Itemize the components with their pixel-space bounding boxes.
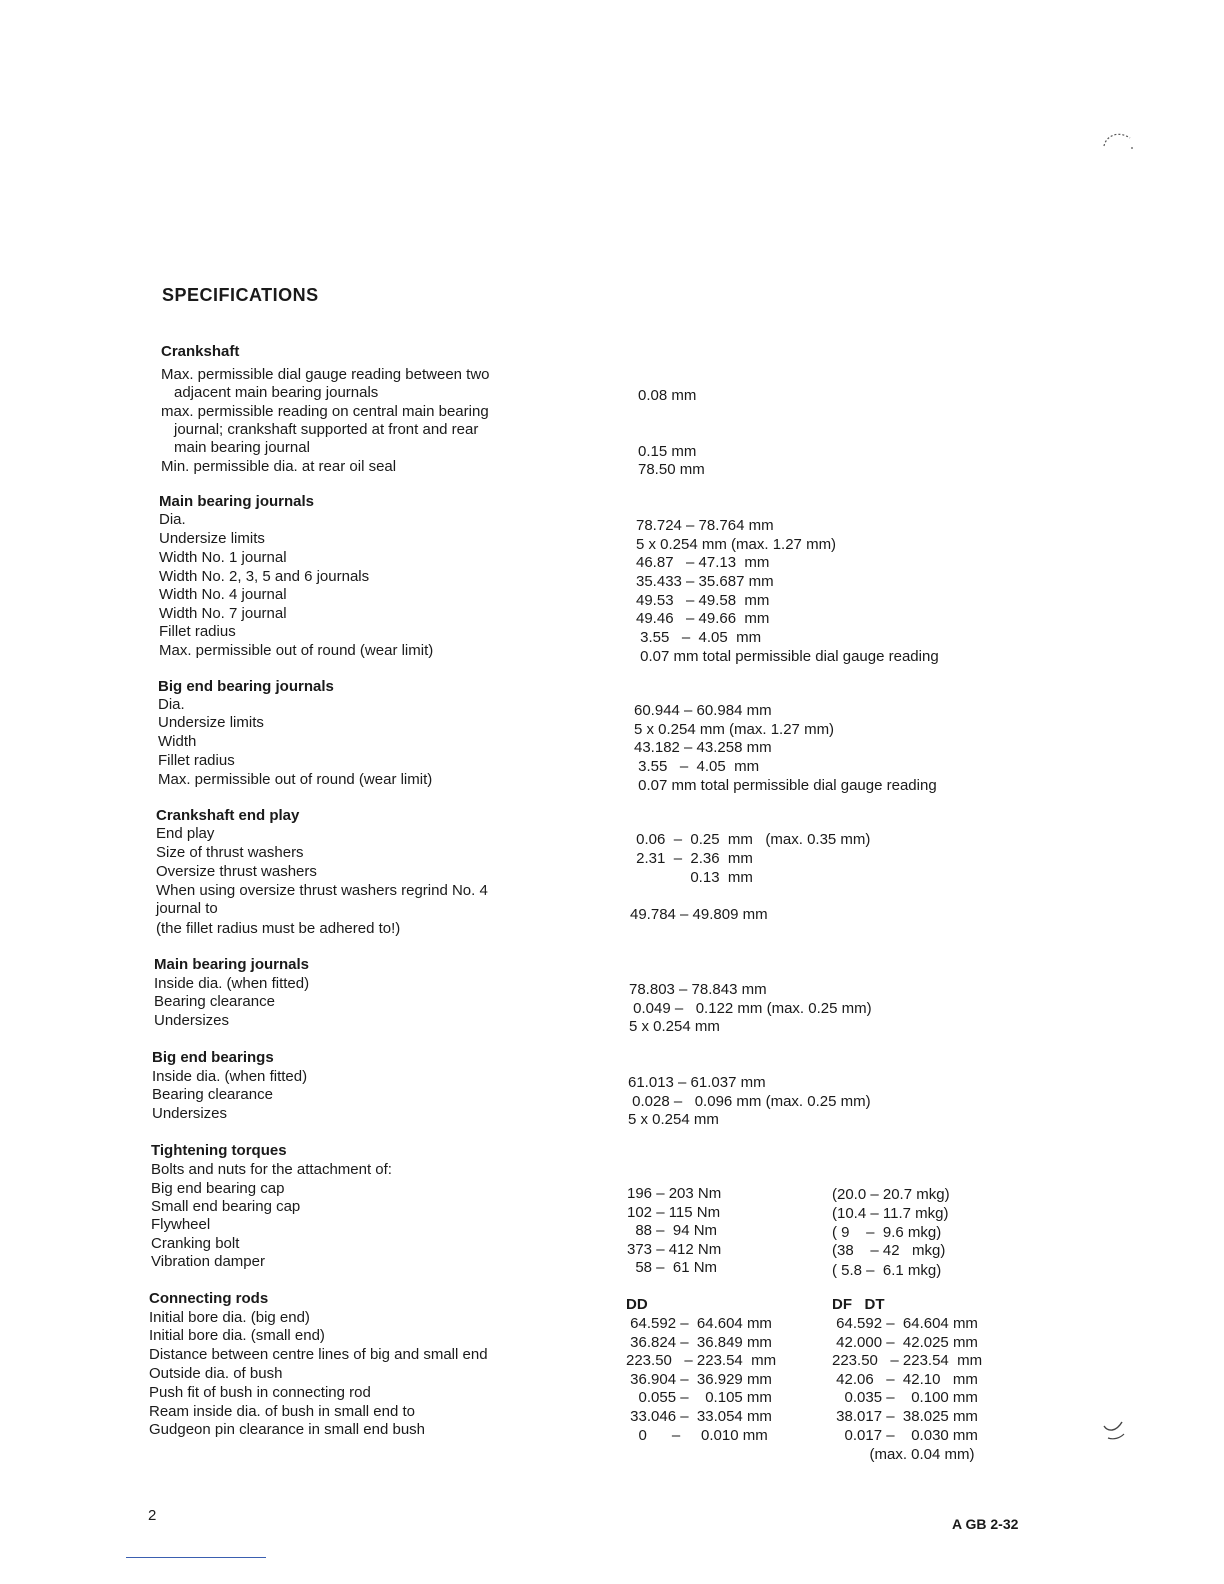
torque-value-nm: 196 – 203 Nm	[627, 1185, 722, 1202]
spec-label: Bearing clearance	[152, 1086, 273, 1103]
spec-label: Outside dia. of bush	[149, 1365, 283, 1382]
conrod-value-df-dt: 64.592 – 64.604 mm	[832, 1315, 978, 1332]
spec-label: Initial bore dia. (big end)	[149, 1309, 310, 1326]
section-heading-tightening-torques: Tightening torques	[151, 1142, 287, 1159]
conrod-value-dd: 0 – 0.010 mm	[626, 1427, 768, 1444]
spec-label: Inside dia. (when fitted)	[154, 975, 310, 992]
torque-value-nm: 88 – 94 Nm	[627, 1222, 718, 1239]
spec-label: Undersize limits	[158, 714, 264, 731]
spec-label: Oversize thrust washers	[156, 863, 317, 880]
spec-label: Fillet radius	[158, 752, 235, 769]
spec-label: Max. permissible out of round (wear limit)	[159, 642, 434, 659]
conrod-value-dd: 0.055 – 0.105 mm	[626, 1389, 772, 1406]
spec-value: 0.049 – 0.122 mm (max. 0.25 mm)	[629, 1000, 872, 1017]
column-header-dd: DD	[626, 1296, 648, 1313]
spec-value: 78.724 – 78.764 mm	[636, 517, 774, 534]
spec-value: 60.944 – 60.984 mm	[634, 702, 772, 719]
conrod-value-df-dt: 0.017 – 0.030 mm	[832, 1427, 978, 1444]
torque-value-nm: 373 – 412 Nm	[627, 1241, 722, 1258]
spec-value: 0.06 – 0.25 mm (max. 0.35 mm)	[632, 831, 871, 848]
spec-value: 61.013 – 61.037 mm	[628, 1074, 766, 1091]
spec-label: Width No. 7 journal	[159, 605, 287, 622]
conrod-value-dd: 36.824 – 36.849 mm	[626, 1334, 772, 1351]
spec-label: Max. permissible out of round (wear limit)	[158, 771, 433, 788]
spec-label: Gudgeon pin clearance in small end bush	[149, 1421, 426, 1438]
section-heading-main-bearing-journals-2: Main bearing journals	[154, 956, 310, 973]
spec-label: Inside dia. (when fitted)	[152, 1068, 308, 1085]
conrod-value-df-dt-max: (max. 0.04 mm)	[832, 1446, 975, 1463]
spec-value: 5 x 0.254 mm	[628, 1111, 719, 1128]
spec-label: Width	[158, 733, 197, 750]
scan-edge-line	[126, 1557, 266, 1558]
conrod-value-df-dt: 0.035 – 0.100 mm	[832, 1389, 978, 1406]
conrod-value-dd: 223.50 – 223.54 mm	[626, 1352, 777, 1369]
section-heading-big-end-bearings: Big end bearings	[152, 1049, 274, 1066]
spec-value: 5 x 0.254 mm	[629, 1018, 720, 1035]
column-header-df-dt: DF DT	[832, 1296, 885, 1313]
document-code: A GB 2-32	[952, 1516, 1019, 1532]
spec-label: Initial bore dia. (small end)	[149, 1327, 325, 1344]
spec-value: 0.028 – 0.096 mm (max. 0.25 mm)	[628, 1093, 871, 1110]
torque-value-mkg: (20.0 – 20.7 mkg)	[832, 1186, 950, 1203]
spec-value: 0.15 mm	[638, 443, 697, 460]
section-heading-crankshaft: Crankshaft	[161, 343, 240, 360]
spec-label: Undersizes	[154, 1012, 230, 1029]
page-title: SPECIFICATIONS	[162, 285, 319, 305]
spec-value: 46.87 – 47.13 mm	[636, 554, 770, 571]
spec-label: Big end bearing cap	[151, 1180, 285, 1197]
spec-value: 35.433 – 35.687 mm	[636, 573, 774, 590]
spec-label: Dia.	[158, 696, 185, 713]
spec-value: 49.46 – 49.66 mm	[636, 610, 770, 627]
spec-value: 0.07 mm total permissible dial gauge reading	[636, 648, 939, 665]
spec-label: main bearing journal	[174, 439, 310, 456]
conrod-value-df-dt: 223.50 – 223.54 mm	[832, 1352, 983, 1369]
torque-value-mkg: ( 9 – 9.6 mkg)	[832, 1224, 942, 1241]
spec-label: Width No. 4 journal	[159, 586, 287, 603]
spec-label: Flywheel	[151, 1216, 211, 1233]
torque-value-mkg: ( 5.8 – 6.1 mkg)	[832, 1262, 942, 1279]
spec-value: 78.50 mm	[638, 461, 705, 478]
conrod-value-df-dt: 42.000 – 42.025 mm	[832, 1334, 978, 1351]
spec-value: 0.08 mm	[638, 387, 697, 404]
spec-label: Ream inside dia. of bush in small end to	[149, 1403, 415, 1420]
spec-label: Min. permissible dia. at rear oil seal	[161, 458, 397, 475]
torque-value-mkg: (38 – 42 mkg)	[832, 1242, 946, 1259]
spec-label: Undersize limits	[159, 530, 265, 547]
spec-label: When using oversize thrust washers regrind No. 4	[156, 882, 488, 899]
conrod-value-dd: 64.592 – 64.604 mm	[626, 1315, 772, 1332]
spec-label: Undersizes	[152, 1105, 228, 1122]
spec-label: Max. permissible dial gauge reading between two	[161, 366, 490, 383]
spec-label: (the fillet radius must be adhered to!)	[156, 920, 401, 937]
spec-value: 3.55 – 4.05 mm	[636, 629, 762, 646]
spec-label: Dia.	[159, 511, 186, 528]
spec-value: 3.55 – 4.05 mm	[634, 758, 760, 775]
spec-label: End play	[156, 825, 215, 842]
spec-label: journal to	[156, 900, 218, 917]
conrod-value-dd: 33.046 – 33.054 mm	[626, 1408, 772, 1425]
spec-label: adjacent main bearing journals	[174, 384, 379, 401]
spec-label: Vibration damper	[151, 1253, 265, 1270]
spec-value: 43.182 – 43.258 mm	[634, 739, 772, 756]
spec-value: 0.13 mm	[632, 869, 753, 886]
spec-label: Push fit of bush in connecting rod	[149, 1384, 371, 1401]
spec-value: 78.803 – 78.843 mm	[629, 981, 767, 998]
torque-value-nm: 102 – 115 Nm	[627, 1204, 721, 1221]
spec-label: Width No. 2, 3, 5 and 6 journals	[159, 568, 370, 585]
section-heading-connecting-rods: Connecting rods	[149, 1290, 269, 1307]
spec-label: Small end bearing cap	[151, 1198, 301, 1215]
spec-value: 5 x 0.254 mm (max. 1.27 mm)	[636, 536, 837, 553]
conrod-value-df-dt: 38.017 – 38.025 mm	[832, 1408, 978, 1425]
spec-label: max. permissible reading on central main bearing	[161, 403, 489, 420]
spec-label: Cranking bolt	[151, 1235, 240, 1252]
spec-label: Bearing clearance	[154, 993, 275, 1010]
spec-label: Distance between centre lines of big and small end	[149, 1346, 488, 1363]
spec-value: 0.07 mm total permissible dial gauge reading	[634, 777, 937, 794]
spec-value: 5 x 0.254 mm (max. 1.27 mm)	[634, 721, 835, 738]
torque-value-nm: 58 – 61 Nm	[627, 1259, 718, 1276]
scan-artifact-icon	[1098, 124, 1138, 160]
section-heading-crankshaft-end-play: Crankshaft end play	[156, 807, 300, 824]
spec-value: 49.53 – 49.58 mm	[636, 592, 770, 609]
section-heading-big-end-bearing-journals: Big end bearing journals	[158, 678, 334, 695]
spec-label: Fillet radius	[159, 623, 236, 640]
spec-label: Width No. 1 journal	[159, 549, 287, 566]
spec-label: Size of thrust washers	[156, 844, 304, 861]
section-heading-main-bearing-journals: Main bearing journals	[159, 493, 315, 510]
spec-value: 49.784 – 49.809 mm	[630, 906, 768, 923]
conrod-value-dd: 36.904 – 36.929 mm	[626, 1371, 772, 1388]
torque-value-mkg: (10.4 – 11.7 mkg)	[832, 1205, 949, 1222]
spec-value: 2.31 – 2.36 mm	[632, 850, 753, 867]
spec-label: journal; crankshaft supported at front and rear	[174, 421, 479, 438]
spec-label: Bolts and nuts for the attachment of:	[151, 1161, 392, 1178]
scan-artifact-icon	[1100, 1418, 1128, 1444]
conrod-value-df-dt: 42.06 – 42.10 mm	[832, 1371, 978, 1388]
page-number: 2	[148, 1507, 157, 1524]
